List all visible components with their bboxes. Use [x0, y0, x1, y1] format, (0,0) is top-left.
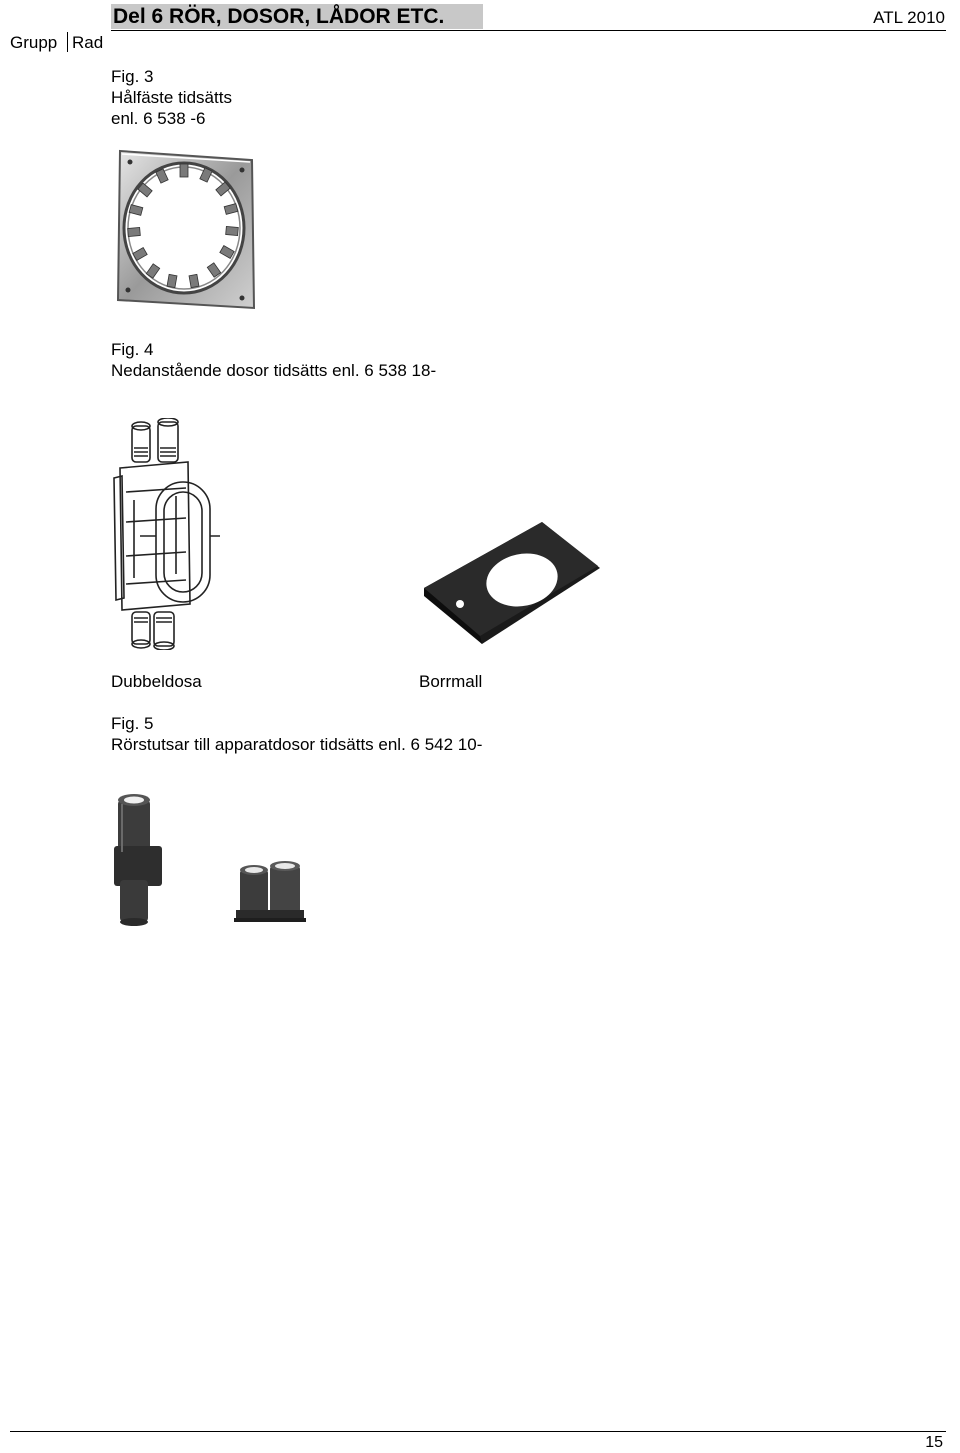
- fig3-line2: enl. 6 538 -6: [111, 109, 206, 128]
- double-pipe-connector-image: [232, 858, 308, 926]
- fig3-label: Fig. 3: [111, 67, 154, 86]
- grupp-label: Grupp: [10, 33, 58, 52]
- footer-rule: [10, 1431, 946, 1432]
- fig3-line1: Hålfäste tidsätts: [111, 88, 232, 107]
- pipe-connector-image: [110, 792, 166, 928]
- grupp-separator: [67, 32, 68, 52]
- page-number: 15: [925, 1434, 943, 1451]
- header-rule: [111, 30, 946, 31]
- fig4-label: Fig. 4: [111, 340, 154, 359]
- rad-label: Rad: [72, 33, 104, 52]
- fig4-text: Nedanstående dosor tidsätts enl. 6 538 18-: [111, 361, 437, 380]
- drilling-template-image: [420, 518, 604, 648]
- catalog-label: ATL 2010: [873, 8, 945, 27]
- fig5-label: Fig. 5: [111, 714, 154, 733]
- fig5-text: Rörstutsar till apparatdosor tidsätts enl. 6 542 10-: [111, 735, 483, 754]
- caption-drilling-template: Borrmall: [419, 672, 483, 691]
- double-box-image: [110, 418, 222, 650]
- hole-bracket-image: [112, 148, 258, 316]
- document-title: Del 6 RÖR, DOSOR, LÅDOR ETC.: [113, 5, 445, 28]
- caption-double-box: Dubbeldosa: [111, 672, 202, 691]
